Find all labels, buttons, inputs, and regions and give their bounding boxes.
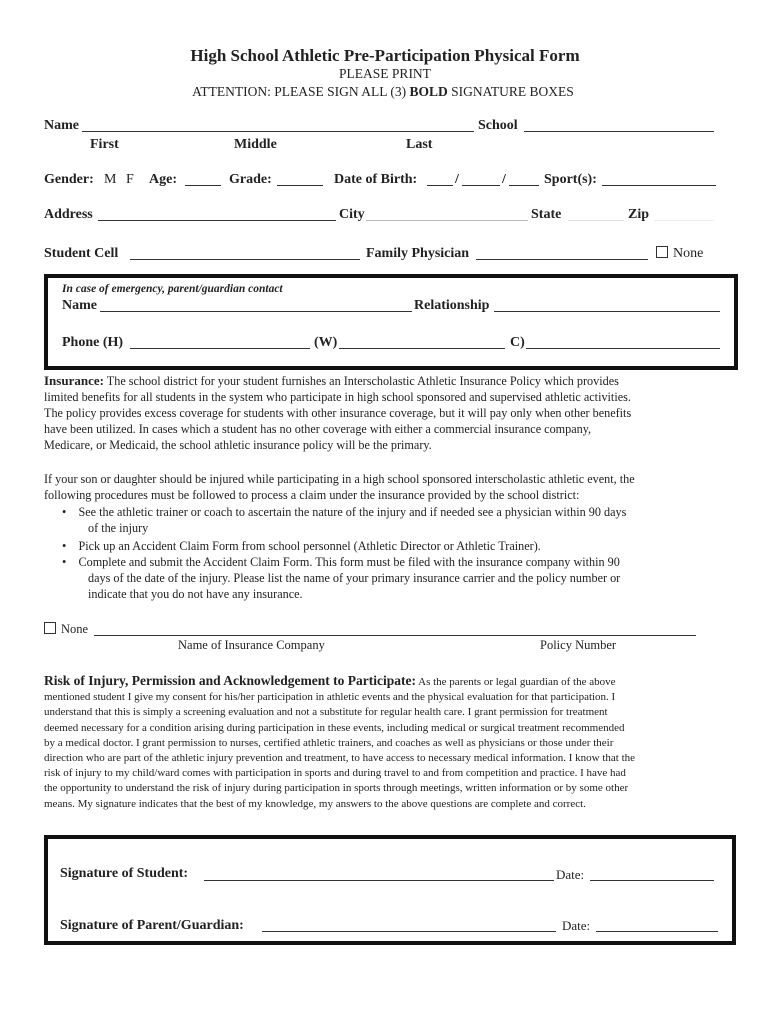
address-label: Address [44,207,93,222]
phone-home-label: Phone (H) [62,335,124,350]
insurance-company-field[interactable] [94,635,696,636]
student-cell-label: Student Cell [44,246,119,261]
parent-signature-label: Signature of Parent/Guardian: [60,918,244,933]
risk-paragraph: Risk of Injury, Permission and Acknowledgement to Participate: As the parents or legal guardian of the above mentioned student I give my consent for his/her participation in athletic events and the physical evaluation for that participation. I understand that this is simply a screening evaluation and not a substitute for regular health care. I grant permission for treatment deemed necessary for a condition arising during participation in these events, including medical or surgical treatment recommended by a medical doctor. I grant permission to nurses, certified athletic trainers, and coaches as well as physicians or those under their direction who are part of the athletic injury prevention and treatment, to have access to necessary medical information. I know that the risk of injury to my child/ward comes with participation in sports and during travel to and from competition and practice. I have had the opportunity to understand the risk of injury during participation in sports through meetings, written information or by some other means. My signature indicates that the best of my knowledge, my answers to the above questions are complete and correct. [44,673,636,810]
phone-home-field[interactable] [130,348,310,349]
dob-month-field[interactable] [427,185,453,186]
sports-label: Sport(s): [544,172,597,187]
dob-year-field[interactable] [509,185,539,186]
student-cell-field[interactable] [130,259,360,260]
zip-label: Zip [628,207,650,222]
address-field[interactable] [98,220,336,221]
emergency-name-field[interactable] [100,311,412,312]
checkbox-icon [44,622,56,634]
insurance-paragraph: Insurance: The school district for your student furnishes an Interscholastic Athletic Insurance Policy which provides limited benefits for all students in the system who participate in high school sponsored and supervised athletic activities. The policy provides excess coverage for students with other insurance coverage, but it will pay only when other benefits have been utilized. In cases which a student has no other coverage with either a commercial insurance company, Medicare, or Medicaid, the school athletic insurance policy will be the primary. [44,373,632,452]
city-label: City [339,207,365,222]
age-label: Age: [149,172,177,187]
parent-date-field[interactable] [596,931,718,932]
parent-date-label: Date: [562,918,591,933]
student-signature-label: Signature of Student: [60,866,189,881]
emergency-name-label: Name [62,298,97,313]
middle-name-caption: Middle [234,137,277,152]
zip-field[interactable] [654,220,714,221]
gender-label: Gender: [44,172,94,187]
state-label: State [531,207,562,222]
dob-day-field[interactable] [462,185,500,186]
student-date-field[interactable] [590,880,714,881]
last-name-caption: Last [406,137,433,152]
checkbox-icon [656,246,668,258]
physician-none-option[interactable]: None [656,246,703,262]
claim-procedure-intro: If your son or daughter should be injured while participating in a high school sponsored interscholastic athletic event, the following procedures must be followed to process a claim under the insurance provided by the school district: [44,472,635,502]
dob-separator: / [502,172,506,187]
list-item: • Pick up an Accident Claim Form from school personnel (Athletic Director or Athletic Trainer). [62,539,541,553]
policy-number-caption: Policy Number [540,638,617,652]
parent-signature-field[interactable] [262,931,556,932]
claim-procedure-list: • See the athletic trainer or coach to ascertain the nature of the injury and if needed see a physician within 90 days of the injury • Pick up an Accident Claim Form from school personnel (Athletic Director or Athletic Trainer). • Complete and submit the Accident Claim Form. This form must be filed with the insurance company within 90 days of the date of the injury. Please list the name of your primary insurance carrier and the policy number or indicate that you do not have any insurance. [62,505,627,601]
emergency-heading: In case of emergency, parent/guardian contact [62,283,283,295]
list-item: • See the athletic trainer or coach to ascertain the nature of the injury and if needed see a physician within 90 days [62,505,627,519]
form-title: High School Athletic Pre-Participation Physical Form [190,46,580,65]
please-print-note: PLEASE PRINT [339,66,431,81]
city-field[interactable] [366,220,528,221]
family-physician-label: Family Physician [366,246,470,261]
phone-work-label: (W) [314,335,338,350]
insurance-heading: Insurance: [44,373,104,388]
insurance-company-caption: Name of Insurance Company [178,638,325,652]
phone-cell-field[interactable] [526,348,720,349]
school-label: School [478,118,518,133]
student-date-label: Date: [556,867,585,882]
student-name-field[interactable] [82,131,474,132]
list-item: • Complete and submit the Accident Claim Form. This form must be filed with the insurance company within 90 [62,555,620,569]
sports-field[interactable] [602,185,716,186]
student-signature-field[interactable] [204,880,554,881]
phone-cell-label: C) [510,335,525,350]
insurance-none-option[interactable]: None [44,622,88,637]
grade-label: Grade: [229,172,272,187]
school-field[interactable] [524,131,714,132]
risk-heading: Risk of Injury, Permission and Acknowledgement to Participate: [44,673,416,688]
state-field[interactable] [568,220,624,221]
first-name-caption: First [90,137,119,152]
dob-separator: / [455,172,459,187]
relationship-label: Relationship [414,298,490,313]
attention-note: ATTENTION: PLEASE SIGN ALL (3) BOLD SIGNATURE BOXES [192,84,574,99]
dob-label: Date of Birth: [334,172,418,187]
grade-field[interactable] [277,185,323,186]
name-label: Name [44,118,79,133]
age-field[interactable] [185,185,221,186]
phone-work-field[interactable] [339,348,505,349]
gender-options[interactable]: M F [104,172,134,187]
family-physician-field[interactable] [476,259,648,260]
relationship-field[interactable] [494,311,720,312]
